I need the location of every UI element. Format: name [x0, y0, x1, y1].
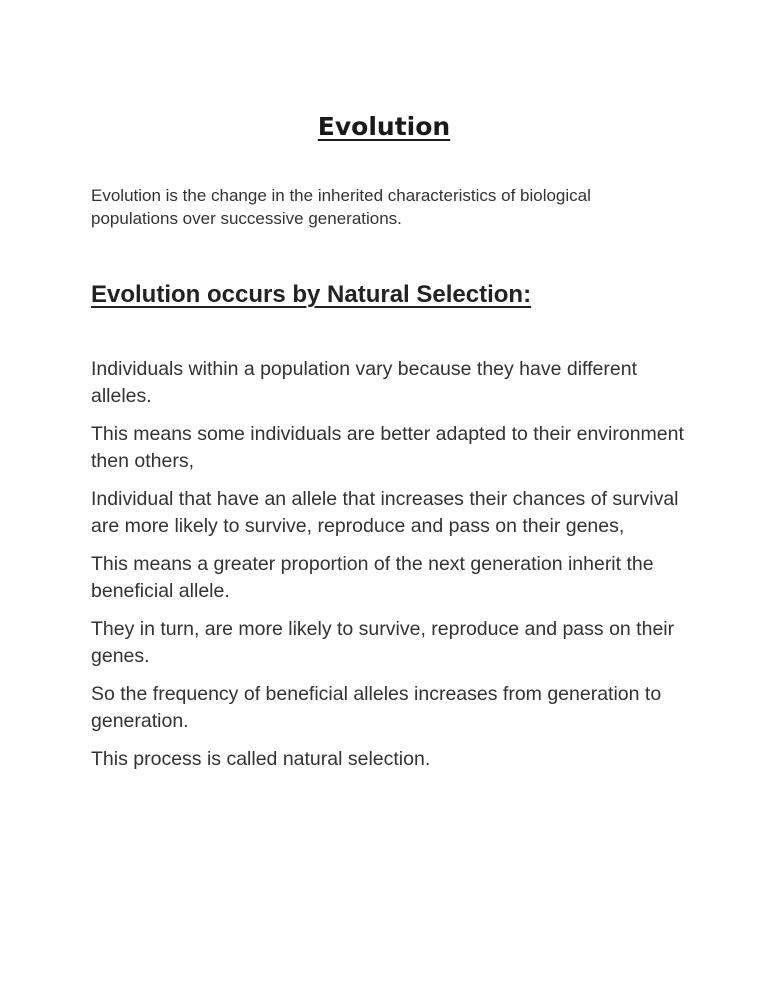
natural-selection-steps	[91, 356, 691, 785]
body-paragraph: So the frequency of beneficial alleles increases from generation to generation.	[91, 683, 662, 732]
body-paragraph: They in turn, are more likely to survive, reproduce and pass on their genes.	[91, 618, 675, 667]
body-paragraph: This process is called natural selection.	[91, 748, 431, 770]
body-paragraph: Individuals within a population vary because they have different alleles.	[91, 358, 637, 407]
intro-paragraph: Evolution is the change in the inherited characteristics of biological populations over successive generations.	[91, 186, 591, 228]
section-heading: Evolution occurs by Natural Selection:	[91, 281, 532, 308]
body-paragraph: Individual that have an allele that increases their chances of survival are more likely to survive, reproduce and pass on their genes,	[91, 488, 679, 537]
body-paragraph: This means a greater proportion of the next generation inherit the beneficial allele.	[91, 553, 654, 602]
page-title: Evolution	[317, 111, 451, 141]
body-paragraph: This means some individuals are better adapted to their environment then others,	[91, 423, 684, 472]
